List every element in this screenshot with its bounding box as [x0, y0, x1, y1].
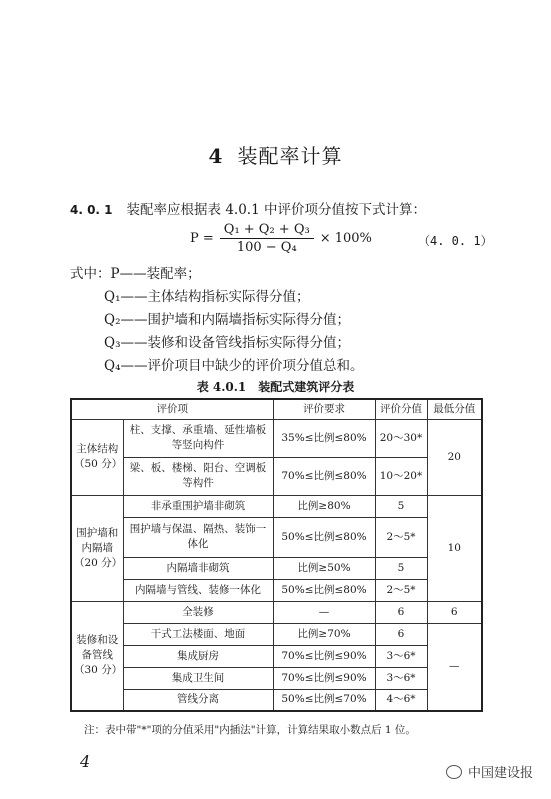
definition-line: Q₄——评价项目中缺少的评价项分值总和。: [104, 358, 364, 374]
row-item: 集成卫生间: [123, 667, 273, 689]
row-score: 6: [375, 601, 427, 623]
row-min-score: —: [427, 623, 482, 711]
row-score: 3～6*: [375, 667, 427, 689]
row-item: 全装修: [123, 601, 273, 623]
row-requirement: —: [273, 601, 375, 623]
row-score: 6: [375, 623, 427, 645]
row-score: 4～6*: [375, 689, 427, 711]
row-requirement: 70%≤比例≤90%: [273, 667, 375, 689]
row-item: 梁、板、楼梯、阳台、空调板等构件: [123, 457, 273, 495]
table-row: [71, 689, 482, 711]
row-requirement: 50%≤比例≤80%: [273, 579, 375, 601]
page-number: 4: [80, 752, 91, 771]
table-row: [71, 601, 482, 623]
formula-denominator: 100 − Q₄: [236, 240, 297, 255]
row-item: 非承重围护墙非砌筑: [123, 495, 273, 517]
formula-numerator: Q₁ + Q₂ + Q₃: [220, 222, 314, 239]
scoring-table: [70, 398, 483, 712]
group-label: 主体结构（50 分）: [71, 419, 123, 495]
header-min-score: 最低分值: [427, 399, 482, 419]
formula-suffix: × 100%: [319, 231, 372, 246]
definition-line: Q₂——围护墙和内隔墙指标实际得分值；: [104, 312, 350, 328]
clause-number: 4. 0. 1: [70, 203, 113, 217]
row-min-score: 6: [427, 601, 482, 623]
chapter-title: 装配率计算: [237, 144, 343, 168]
row-requirement: 比例≥70%: [273, 623, 375, 645]
row-item: 管线分离: [123, 689, 273, 711]
equation-number: （4. 0. 1）: [418, 234, 493, 248]
chapter-heading: [0, 140, 551, 169]
row-score: 20～30*: [375, 419, 427, 457]
row-item: 内隔墙与管线、装修一体化: [123, 579, 273, 601]
row-item: 集成厨房: [123, 645, 273, 667]
row-score: 5: [375, 495, 427, 517]
definition-line: Q₁——主体结构指标实际得分值；: [104, 289, 310, 305]
clause-text: 装配率应根据表 4.0.1 中评价项分值按下式计算：: [126, 202, 426, 218]
row-min-score: 10: [427, 495, 482, 601]
table-header-row: [71, 399, 482, 419]
row-item: 干式工法楼面、地面: [123, 623, 273, 645]
group-label: 装修和设备管线（30 分）: [71, 601, 123, 711]
chapter-number: 4: [208, 144, 224, 168]
row-requirement: 35%≤比例≤80%: [273, 419, 375, 457]
row-score: 2～5*: [375, 517, 427, 557]
table-row: [71, 645, 482, 667]
table-row: [71, 557, 482, 579]
group-label: 围护墙和内隔墙（20 分）: [71, 495, 123, 601]
clause-line: [70, 198, 426, 218]
row-item: 内隔墙非砌筑: [123, 557, 273, 579]
table-row: [71, 667, 482, 689]
watermark-text: 中国建设报: [468, 766, 534, 781]
table-note: 注：表中带"*"项的分值采用"内插法"计算，计算结果取小数点后 1 位。: [84, 724, 416, 736]
header-score: 评价分值: [375, 399, 427, 419]
table-row: [71, 419, 482, 457]
formula-lhs: P =: [190, 231, 214, 246]
row-requirement: 50%≤比例≤70%: [273, 689, 375, 711]
wechat-icon: [446, 765, 462, 779]
table-row: [71, 457, 482, 495]
row-requirement: 70%≤比例≤80%: [273, 457, 375, 495]
row-requirement: 50%≤比例≤80%: [273, 517, 375, 557]
row-score: 2～5*: [375, 579, 427, 601]
table-row: [71, 579, 482, 601]
header-item: 评价项: [71, 399, 273, 419]
row-requirement: 比例≥50%: [273, 557, 375, 579]
row-requirement: 70%≤比例≤90%: [273, 645, 375, 667]
row-item: 柱、支撑、承重墙、延性墙板等竖向构件: [123, 419, 273, 457]
row-requirement: 比例≥80%: [273, 495, 375, 517]
watermark: [446, 762, 533, 781]
row-score: 5: [375, 557, 427, 579]
formula: [190, 222, 372, 255]
row-score: 3～6*: [375, 645, 427, 667]
definition-line: Q₃——装修和设备管线指标实际得分值；: [104, 335, 350, 351]
table-row: [71, 517, 482, 557]
table-caption: 表 4.0.1 装配式建筑评分表: [196, 380, 355, 394]
row-min-score: 20: [427, 419, 482, 495]
table-row: [71, 495, 482, 517]
row-score: 10～20*: [375, 457, 427, 495]
table-row: [71, 623, 482, 645]
definition-line: 式中：P——装配率；: [70, 266, 201, 282]
header-requirement: 评价要求: [273, 399, 375, 419]
row-item: 围护墙与保温、隔热、装饰一体化: [123, 517, 273, 557]
formula-fraction: [220, 222, 314, 255]
